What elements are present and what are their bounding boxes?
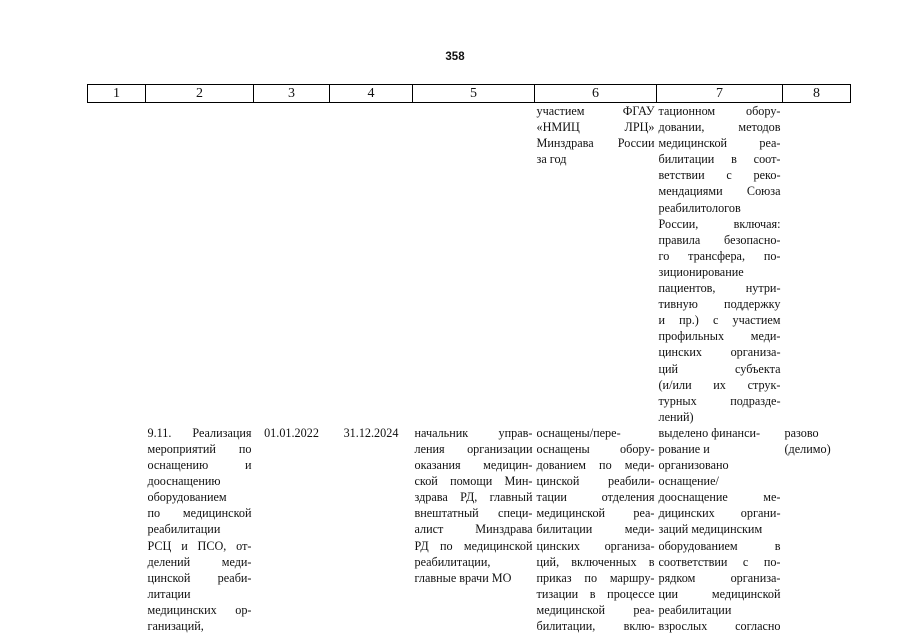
column-header-8: 8 bbox=[783, 85, 851, 103]
text-line: дованием по меди- bbox=[536, 458, 655, 473]
cell-col5 bbox=[413, 103, 535, 425]
text-line: ской помощи Мин- bbox=[414, 474, 533, 489]
text-line: участием ФГАУ bbox=[536, 104, 655, 118]
cell-result bbox=[535, 425, 657, 634]
text-line: тационном обору- bbox=[658, 104, 781, 118]
cell-col3 bbox=[254, 103, 330, 425]
text-line: (делимо) bbox=[784, 441, 831, 456]
text-line: соответствии с по- bbox=[658, 554, 781, 569]
text-line: дицинских органи- bbox=[658, 506, 781, 521]
text-line: начальник управ- bbox=[414, 425, 533, 440]
text-line: взрослых согласно bbox=[658, 619, 781, 633]
text-line: делений меди- bbox=[147, 554, 252, 569]
text-line: цинских организа- bbox=[658, 345, 781, 360]
text-line: 9.11. Реализация bbox=[147, 425, 252, 440]
text-line: цинской реабили- bbox=[536, 474, 655, 489]
cell-continuation-equipment bbox=[657, 103, 783, 425]
text-line: профильных меди- bbox=[658, 329, 781, 344]
text-line: «НМИЦ ЛРЦ» bbox=[536, 120, 655, 135]
text-line: дооснащение ме- bbox=[658, 490, 781, 505]
text-line: цинской реаби- bbox=[147, 570, 252, 585]
text-line: довании, методов bbox=[658, 120, 781, 135]
text-line: дооснащению bbox=[147, 474, 221, 489]
cell-indicator bbox=[657, 425, 783, 634]
cell-continuation-participation bbox=[535, 103, 657, 425]
column-header-5: 5 bbox=[413, 85, 535, 103]
text-line: РСЦ и ПСО, от- bbox=[147, 538, 252, 553]
text-line: организовано bbox=[658, 458, 729, 473]
text-line: заций медицинским bbox=[658, 522, 763, 537]
text-line: лений) bbox=[658, 409, 694, 424]
header-row bbox=[88, 85, 851, 103]
text-line: оборудованием bbox=[147, 490, 227, 505]
text-line: оснащены обору- bbox=[536, 441, 655, 456]
text-line: России, включая: bbox=[658, 216, 781, 231]
cell-item-description bbox=[146, 425, 254, 634]
column-header-6: 6 bbox=[535, 85, 657, 103]
text-line: реабилитации bbox=[658, 602, 732, 617]
text-line: здрава РД, главный bbox=[414, 490, 533, 505]
text-line: мендациями Союза bbox=[658, 184, 781, 199]
text-line: внештатный специ- bbox=[414, 506, 533, 521]
text-line: ции медицинской bbox=[658, 586, 781, 601]
text-line: тивную поддержку bbox=[658, 297, 781, 312]
text-line: Минздрава России bbox=[536, 136, 655, 151]
text-line: ций субъекта bbox=[658, 361, 781, 376]
text-line: рядком организа- bbox=[658, 570, 781, 585]
text-line: го трансфера, по- bbox=[658, 248, 781, 263]
column-header-3: 3 bbox=[254, 85, 330, 103]
text-line: ций, включенных в bbox=[536, 554, 655, 569]
text-line: цинских организа- bbox=[536, 538, 655, 553]
text-line: выделено финанси- bbox=[658, 425, 761, 440]
text-line: медицинской реа- bbox=[658, 136, 781, 151]
text-line: пациентов, нутри- bbox=[658, 281, 781, 296]
text-line: билитации в соот- bbox=[658, 152, 781, 167]
cell-col2 bbox=[146, 103, 254, 425]
text-line: приказ по маршру- bbox=[536, 570, 655, 585]
text-line: медицинской реа- bbox=[536, 506, 655, 521]
cell-periodicity bbox=[783, 425, 851, 634]
cell-responsible bbox=[413, 425, 535, 634]
column-header-7: 7 bbox=[657, 85, 783, 103]
text-line: главные врачи МО bbox=[414, 570, 512, 585]
text-line: за год bbox=[536, 152, 567, 167]
text-line: ветствии с реко- bbox=[658, 168, 781, 183]
text-line: оборудованием в bbox=[658, 538, 781, 553]
text-line: правила безопасно- bbox=[658, 232, 781, 247]
text-line: ления организации bbox=[414, 441, 533, 456]
text-line: РД по медицинской bbox=[414, 538, 533, 553]
column-header-1: 1 bbox=[88, 85, 146, 103]
text-line: алист Минздрава bbox=[414, 522, 533, 537]
text-line: оказания медицин- bbox=[414, 458, 533, 473]
text-line: по медицинской bbox=[147, 506, 252, 521]
document-table bbox=[87, 84, 851, 634]
text-line: (и/или их струк- bbox=[658, 377, 781, 392]
text-line: медицинских ор- bbox=[147, 602, 252, 617]
cell-col1 bbox=[88, 425, 146, 634]
text-line: зиционирование bbox=[658, 264, 744, 279]
cell-col4 bbox=[330, 103, 413, 425]
text-line: билитации, вклю- bbox=[536, 619, 655, 633]
table-row-continuation bbox=[88, 103, 851, 425]
cell-end-date: 31.12.2024 bbox=[343, 425, 399, 440]
text-line: билитации меди- bbox=[536, 522, 655, 537]
text-line: и пр.) с участием bbox=[658, 313, 781, 328]
text-line: тизации в процессе bbox=[536, 586, 655, 601]
text-line: оснащены/пере- bbox=[536, 425, 621, 440]
text-line: оснащению и bbox=[147, 458, 252, 473]
text-line: разово bbox=[784, 425, 819, 440]
text-line: рование и bbox=[658, 441, 710, 456]
column-header-2: 2 bbox=[146, 85, 254, 103]
text-line: реабилитации, bbox=[414, 554, 491, 569]
text-line: оснащение/ bbox=[658, 474, 719, 489]
column-header-4: 4 bbox=[330, 85, 413, 103]
page-number: 358 bbox=[445, 51, 465, 63]
text-line: реабилитологов bbox=[658, 200, 741, 215]
text-line: медицинской реа- bbox=[536, 602, 655, 617]
table-row-item-9-11 bbox=[88, 425, 851, 634]
cell-start-date: 01.01.2022 bbox=[264, 425, 319, 440]
cell-col8 bbox=[783, 103, 851, 425]
text-line: турных подразде- bbox=[658, 393, 781, 408]
cell-col1 bbox=[88, 103, 146, 425]
text-line: ганизаций, bbox=[147, 619, 204, 633]
text-line: литации bbox=[147, 586, 191, 601]
text-line: мероприятий по bbox=[147, 441, 252, 456]
text-line: реабилитации bbox=[147, 522, 221, 537]
text-line: тации отделения bbox=[536, 490, 655, 505]
